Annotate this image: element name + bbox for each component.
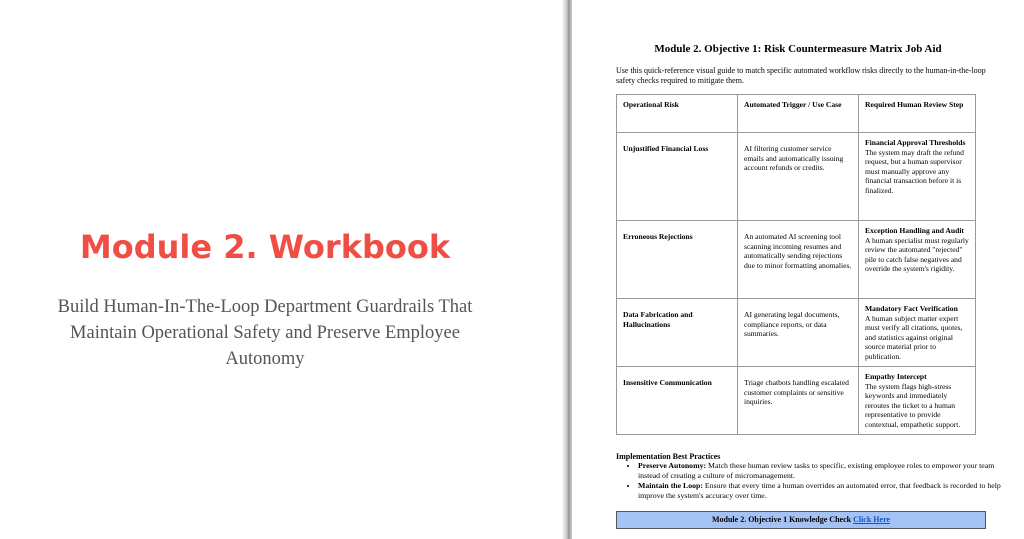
job-aid-intro: Use this quick-reference visual guide to match specific automated workflow risks directly to the human-in-the-loop safety checks required to mitigate them. bbox=[616, 66, 986, 85]
risk-name: Insensitive Communication bbox=[623, 378, 712, 387]
step-cell bbox=[859, 367, 976, 435]
risk-cell bbox=[617, 133, 738, 221]
risk-countermeasure-table bbox=[616, 94, 976, 435]
header-operational-risk: Operational Risk bbox=[617, 95, 738, 133]
step-title: Mandatory Fact Verification bbox=[865, 304, 958, 313]
practice-text: Match these human review tasks to specific, existing employee roles to empower your team instead of creating a culture of micromanagement. bbox=[638, 461, 995, 480]
risk-cell bbox=[617, 299, 738, 367]
step-description: The system may draft the refund request, but a human supervisor must manually approve any financial transaction before it is finalized. bbox=[865, 147, 964, 195]
best-practices-list bbox=[616, 461, 1008, 501]
trigger-text: An automated AI screening tool scanning incoming resumes and automatically sending rejections due to minor formatting anomalies. bbox=[744, 232, 852, 270]
subtitle-line: Build Human-In-The-Loop Department Guardrails That bbox=[57, 297, 473, 317]
list-item bbox=[638, 481, 1008, 500]
table-row bbox=[617, 299, 976, 367]
workbook-title: Module 2. Workbook bbox=[79, 228, 451, 266]
table-row bbox=[617, 367, 976, 435]
step-description: A human subject matter expert must verify all citations, quotes, and statistics against original source material prior to publication. bbox=[865, 313, 963, 361]
subtitle-line: Autonomy bbox=[225, 349, 305, 369]
risk-cell bbox=[617, 221, 738, 299]
step-cell bbox=[859, 299, 976, 367]
subtitle-line: Maintain Operational Safety and Preserve Employee bbox=[70, 323, 460, 343]
list-item bbox=[638, 461, 1008, 480]
practice-text: Ensure that every time a human overrides an automated error, that feedback is recorded to help improve the system's accuracy over time. bbox=[638, 481, 1001, 500]
trigger-text: AI filtering customer service emails and automatically issuing account refunds or credits. bbox=[744, 144, 844, 173]
trigger-cell bbox=[738, 221, 859, 299]
table-row bbox=[617, 221, 976, 299]
header-automated-trigger: Automated Trigger / Use Case bbox=[738, 95, 859, 133]
step-description: The system flags high-stress keywords and immediately reroutes the ticket to a human representative to provide contextual, empathetic support. bbox=[865, 381, 961, 429]
trigger-cell bbox=[738, 133, 859, 221]
step-title: Exception Handling and Audit bbox=[865, 226, 964, 235]
trigger-cell bbox=[738, 299, 859, 367]
job-aid-heading: Module 2. Objective 1: Risk Countermeasure Matrix Job Aid bbox=[654, 43, 942, 55]
workbook-subtitle bbox=[30, 294, 500, 372]
practice-label: Preserve Autonomy: bbox=[638, 461, 707, 470]
table-header-row bbox=[617, 95, 976, 133]
trigger-cell bbox=[738, 367, 859, 435]
right-page bbox=[572, 0, 1024, 539]
risk-name: Unjustified Financial Loss bbox=[623, 144, 709, 153]
practice-label: Maintain the Loop: bbox=[638, 481, 703, 491]
best-practices-title: Implementation Best Practices bbox=[616, 452, 721, 461]
knowledge-check-link[interactable]: Click Here bbox=[853, 515, 891, 524]
trigger-text: AI generating legal documents, compliance reports, or data summaries. bbox=[744, 310, 840, 339]
risk-name: Erroneous Rejections bbox=[623, 232, 693, 241]
risk-name: Data Fabrication and Hallucinations bbox=[623, 310, 693, 329]
knowledge-check-bar bbox=[616, 511, 986, 529]
step-title: Financial Approval Thresholds bbox=[865, 138, 966, 147]
step-description: A human specialist must regularly review the automated "rejected" pile to catch false negatives and override the system's rigidity. bbox=[865, 235, 969, 274]
step-cell bbox=[859, 221, 976, 299]
header-human-review-step: Required Human Review Step bbox=[859, 95, 976, 133]
step-cell bbox=[859, 133, 976, 221]
knowledge-check-label: Module 2. Objective 1 Knowledge Check bbox=[711, 515, 854, 524]
risk-cell bbox=[617, 367, 738, 435]
trigger-text: Triage chatbots handling escalated customer complaints or sensitive inquiries. bbox=[744, 378, 849, 407]
table-row bbox=[617, 133, 976, 221]
step-title: Empathy Intercept bbox=[865, 372, 927, 381]
